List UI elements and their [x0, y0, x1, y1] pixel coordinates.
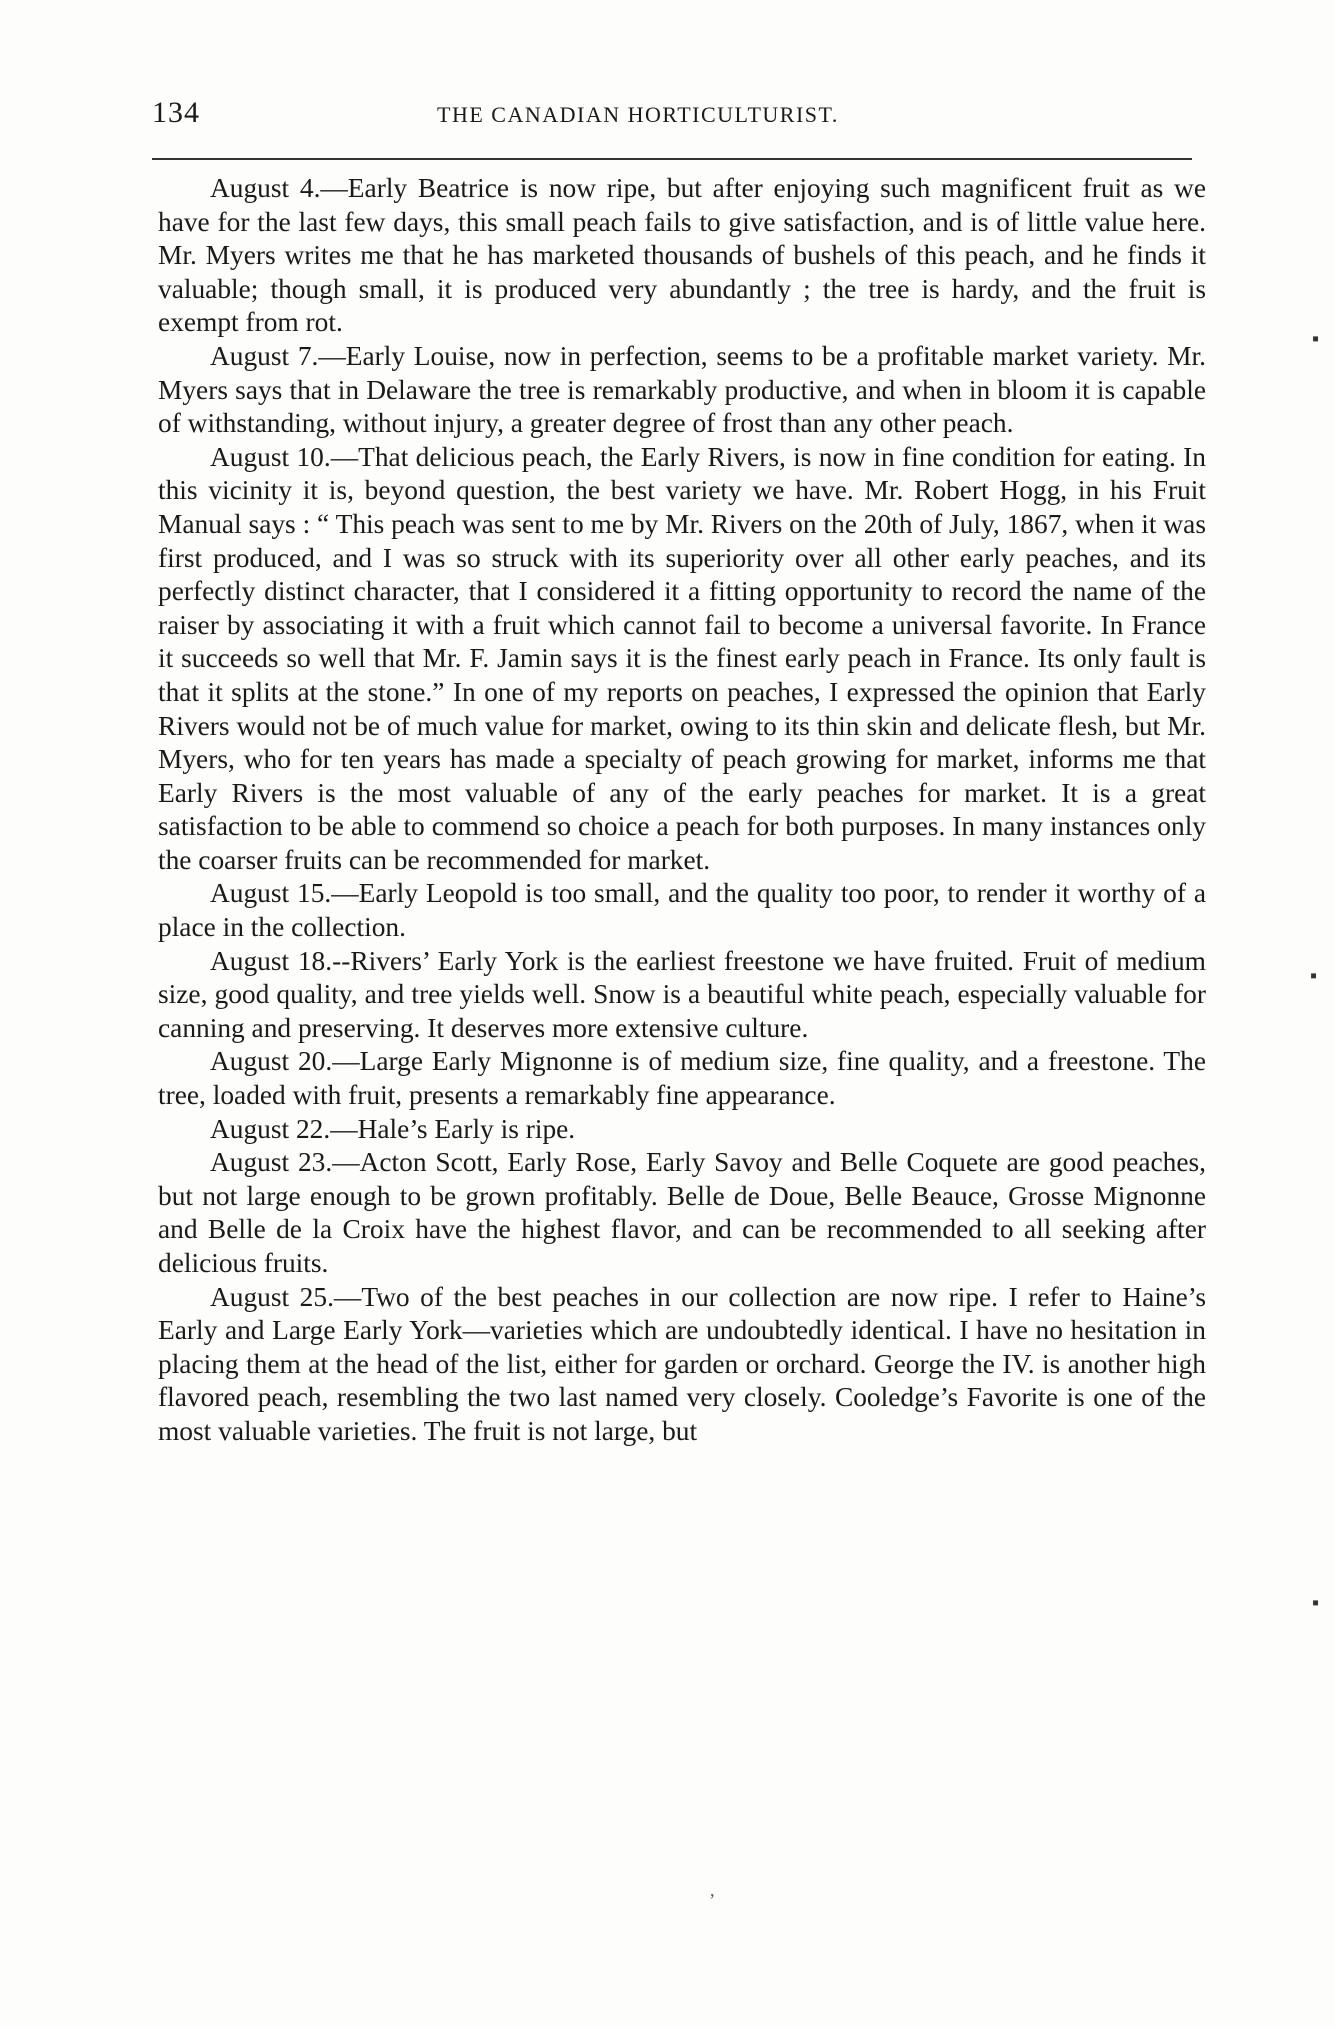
paragraph-august-25: August 25.—Two of the best peaches in our collection are now ripe. I refer to Haine’s Early and Large Early York—varieties which are undoubtedly identical. I have no hesitation in placing them at the head of the list, either for garden or orchard. George the IV. is another high flavored peach, resembling the two last named very closely. Cooledge’s Favorite is one of the most valuable varieties. The fruit is not large, but [158, 1281, 1206, 1446]
paragraph-august-18: August 18.--Rivers’ Early York is the earliest freestone we have fruited. Fruit of medium size, good quality, and tree yields well. Snow is a beautiful white peach, especially valuable for canning and preserving. It deserves more extensive culture. [158, 945, 1206, 1043]
paragraph-august-10: August 10.—That delicious peach, the Early Rivers, is now in fine condition for eating. In this vicinity it is, beyond question, the best variety we have. Mr. Robert Hogg, in his Fruit Manual says : “ This peach was sent to me by Mr. Rivers on the 20th of July, 1867, when it was first produced, and I was so struck with its superiority over all other early peaches, and its perfectly distinct character, that I considered it a fitting opportunity to record the name of the raiser by associating it with a fruit which cannot fail to become a universal favorite. In France it succeeds so well that Mr. F. Jamin says it is the finest early peach in France. Its only fault is that it splits at the stone.” In one of my reports on peaches, I expressed the opinion that Early Rivers would not be of much value for market, owing to its thin skin and delicate flesh, but Mr. Myers, who for ten years has made a specialty of peach growing for market, informs me that Early Rivers is the most valuable of any of the early peaches for market. It is a great satisfaction to be able to commend so choice a peach for both purposes. In many instances only the coarser fruits can be recommended for market. [158, 441, 1206, 875]
paragraph-august-23: August 23.—Acton Scott, Early Rose, Early Savoy and Belle Coquete are good peaches, but not large enough to be grown profitably. Belle de Doue, Belle Beauce, Grosse Mignonne and Belle de la Croix have the highest flavor, and can be recommended to all seeking after delicious fruits. [158, 1147, 1206, 1278]
stray-print-mark: , [710, 1880, 715, 1900]
paragraph-august-20: August 20.—Large Early Mignonne is of medium size, fine quality, and a freestone. The tree, loaded with fruit, presents a remarkably fine appearance. [158, 1046, 1206, 1111]
margin-speck-mark: ▪ [1312, 1592, 1320, 1614]
paragraph-august-22: August 22.—Hale’s Early is ripe. [210, 1113, 576, 1144]
margin-speck-mark: ▪ [1310, 965, 1318, 987]
running-title: THE CANADIAN HORTICULTURIST. [437, 102, 839, 127]
margin-speck-mark: ▪ [1312, 328, 1320, 350]
paragraph-august-15: August 15.—Early Leopold is too small, and the quality too poor, to render it worthy of a place in the collection. [158, 878, 1206, 943]
page-header [152, 96, 1192, 136]
page-number: 134 [152, 96, 200, 129]
paragraph-august-7: August 7.—Early Louise, now in perfection, seems to be a profitable market variety. Mr. Myers says that in Delaware the tree is remarkably productive, and when in bloom it is capable of withstanding, without injury, a greater degree of frost than any other peach. [158, 340, 1206, 439]
article-body [158, 172, 1206, 1449]
header-rule [152, 158, 1192, 160]
paragraph-august-4: August 4.—Early Beatrice is now ripe, but after enjoying such magnificent fruit as we have for the last few days, this small peach fails to give satisfaction, and is of little value here. Mr. Myers writes me that he has marketed thousands of bushels of this peach, and he finds it valuable; though small, it is produced very abundantly ; the tree is hardy, and the fruit is exempt from rot. [158, 173, 1206, 338]
